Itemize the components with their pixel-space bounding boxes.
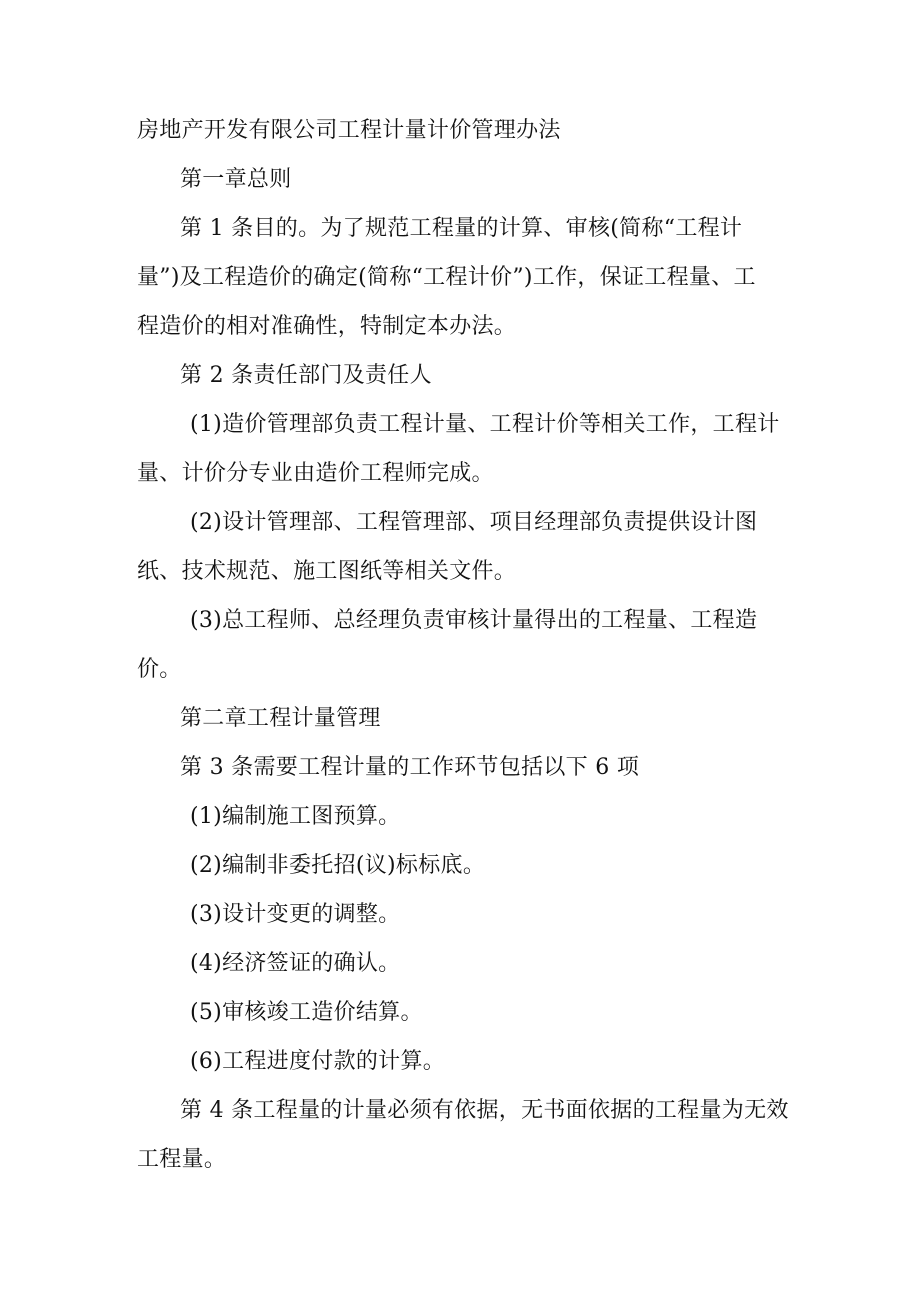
article-1-line-2: 量”)及工程造价的确定(简称“工程计价”)工作，保证工程量、工: [137, 265, 756, 290]
article-4-line-1: 第 4 条工程量的计量必须有依据，无书面依据的工程量为无效: [180, 1098, 789, 1123]
article-3-item-5: (5)审核竣工造价结算。: [190, 1000, 423, 1025]
document-title: 房地产开发有限公司工程计量计价管理办法: [137, 118, 561, 143]
article-3-item-4: (4)经济签证的确认。: [190, 951, 401, 976]
article-4-line-2: 工程量。: [137, 1147, 227, 1172]
article-2-item-1-line-1: (1)造价管理部负责工程计量、工程计价等相关工作，工程计: [190, 412, 780, 437]
article-3-item-2: (2)编制非委托招(议)标标底。: [190, 853, 486, 878]
article-3-item-1: (1)编制施工图预算。: [190, 804, 401, 829]
article-2-item-1-line-2: 量、计价分专业由造价工程师完成。: [137, 461, 494, 486]
chapter-1-heading: 第一章总则: [180, 167, 292, 192]
article-2-item-3-line-1: (3)总工程师、总经理负责审核计量得出的工程量、工程造: [190, 608, 758, 633]
article-1-line-1: 第 1 条目的。为了规范工程量的计算、审核(简称“工程计: [180, 216, 743, 241]
article-2-item-2-line-2: 纸、技术规范、施工图纸等相关文件。: [137, 559, 517, 584]
article-3-item-3: (3)设计变更的调整。: [190, 902, 401, 927]
article-3-heading: 第 3 条需要工程计量的工作环节包括以下 6 项: [180, 755, 640, 780]
article-2-item-2-line-1: (2)设计管理部、工程管理部、项目经理部负责提供设计图: [190, 510, 758, 535]
article-1-line-3: 程造价的相对准确性，特制定本办法。: [137, 314, 517, 339]
chapter-2-heading: 第二章工程计量管理: [180, 706, 381, 731]
article-2-item-3-line-2: 价。: [137, 657, 182, 682]
article-3-item-6: (6)工程进度付款的计算。: [190, 1049, 446, 1074]
article-2-heading: 第 2 条责任部门及责任人: [180, 363, 432, 388]
